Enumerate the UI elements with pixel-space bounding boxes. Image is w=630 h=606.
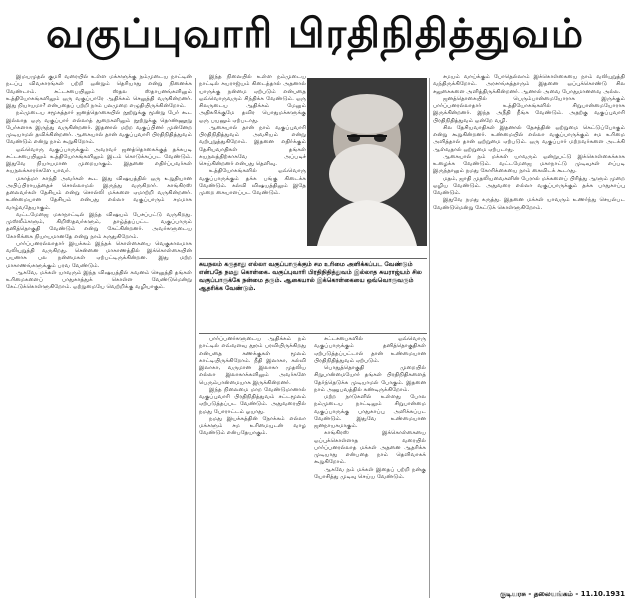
article-column-4 (433, 74, 625, 584)
paragraph: ஆகையால் தான் நாம் வகுப்புவாரி பிரதிநிதித்துவம் அவசியம் என்று வற்புறுத்துகிறோம். இதனை எதிர்க்கும் தேசியவாதிகள் தங்கள் சுயநலத்திற்காகவே அப்படிச் செய்கின்றனர் என்பது தெளிவு. (199, 124, 306, 167)
paragraph: ஆகவே நம் மக்கள் இதைப் பற்றி நன்கு யோசித்து முடிவு செய்ய வேண்டும். (314, 466, 426, 480)
paragraph: உத்தியோகங்களில் ஒவ்வொரு வகுப்பாருக்கும் தக்க பங்கு கிடைக்க வேண்டும். கல்வி விஷயத்திலும் இதே முறை கையாளப்பட வேண்டும். (199, 168, 306, 196)
paragraph: பொதுத்தொகுதி முறையில் சிறுபான்மையோர் தங்கள் பிரதிநிதிகளைத் தேர்ந்தெடுக்க முடியாமல் போகும். இதனை நாம் அனுபவத்தில் கண்டிருக்கிறோம். (314, 365, 426, 393)
paragraph: இதுவே நமது கருத்து. இதனை மக்கள் யாவரும் உணர்ந்து செயல்பட வேண்டுமென்று கேட்டுக் கொள்ளுகிறோம். (433, 197, 625, 211)
paragraph: இந்த நிலைமை மாற வேண்டுமானால் வகுப்புவாரி பிரதிநிதித்துவம் சட்டமூலம் ஏற்படுத்தப்பட வேண்டும். அதுவரையில் நமது போராட்டம் ஓயாது. (199, 386, 306, 415)
paragraph: மகாத்மா காந்தி அவர்கள் கூட இது விஷயத்தில் ஒரு உறுதியான அபிப்பிராயத்தைச் சொல்லாமல் இருந்து வருகிறார். காங்கிரஸ் தலைவர்கள் தேசியம் என்று சொல்லி மக்களை ஏமாற்றி வருகின்றனர். உண்மையான தேசியம் என்பது எல்லா வகுப்பாரும் சமமாக வாழ்வதேயாகும். (6, 175, 192, 211)
paragraph: சட்டசபைகளில் ஒவ்வொரு வகுப்பாருக்கும் தனித்தொகுதிகள் ஏற்படுத்தப்பட்டால் தான் உண்மையான பிரதிநிதித்துவம் ஏற்படும். (314, 336, 426, 364)
paragraph: வட்டமேஜை மகாநாட்டில் இந்த விஷயம் பேசப்பட்டு வருகிறது. முஸ்லீம்களும், கிறிஸ்தவர்களும், தாழ்த்தப்பட்ட வகுப்பாரும் தனித்தொகுதி வேண்டும் என்று கேட்கின்றனர். அவர்களுடைய கோரிக்கை நியாயமானதே என்று நாம் கருதுகிறோம். (6, 211, 192, 240)
portrait-image (307, 78, 427, 246)
article-column-1 (6, 74, 192, 600)
portrait-photo (307, 78, 427, 246)
paragraph: நமது இயக்கத்தின் நோக்கம் எல்லா மக்களும் சம உரிமையுடன் வாழ வேண்டும் என்பதேயாகும். (199, 415, 306, 437)
page-title: வகுப்புவாரி பிரதிநிதித்துவம் (45, 10, 585, 57)
pull-quote: சுயநலம் கருதாது எல்லா வகுப்பாருக்கும் சம உரிமை அளிக்கப்பட வேண்டும் என்பதே நமது கொள்கை. வகுப்புவாரி பிரதிநிதித்துவம் இல்லாத சுயராஜ்யம் சில வகுப்பாருக்கே நன்மை தரும். ஆகையால் இக்கொள்கையை ஒவ்வொருவரும் ஆதரிக்க வேண்டும். (199, 258, 427, 334)
paragraph: மதம், ஜாதி முதலியவைகளின் பேரால் மக்களைப் பிரித்து ஆளும் முறை ஒழிய வேண்டும். அதுவரை எல்லா வகுப்பாருக்கும் தக்க பாதுகாப்பு வேண்டும். (433, 175, 625, 196)
paragraph: பார்ப்பனரல்லாதார் இயக்கம் இந்தக் கொள்கையை வெகுகாலமாக வலியுறுத்தி வருகிறது. சென்னை மாகாணத்தில் இக்கொள்கையின் பயனாக பல நன்மைகள் ஏற்பட்டிருக்கின்றன. இது மற்ற மாகாணங்களுக்கும் பரவ வேண்டும். (6, 240, 192, 269)
paragraph: ஆகையால் நம் மக்கள் யாவரும் ஒன்றுபட்டு இக்கொள்கைக்காக உழைக்க வேண்டும். வட்டமேஜை மகாநாட்டு முடிவுகள் எப்படி இருந்தாலும் நமது கோரிக்கையை நாம் கைவிடக் கூடாது. (433, 153, 625, 175)
paragraph: காங்கிரஸ் இக்கொள்கையை ஒப்புக்கொள்ளாத வரையில் பார்ப்பனரல்லாத மக்கள் அதனை ஆதரிக்க முடியாது என்பதை நாம் தெளிவாகக் கூறுகிறோம். (314, 430, 426, 466)
paragraph: இமயமுதல் குமரி வரையில் உள்ள மக்களுக்கு நம்முடைய நாட்டின் நடப்பு விவகாரங்கள் பற்றி ஒன்றும் தெரியாது என்று நினைக்க வேண்டாம். சட்டசபையிலும் ஸ்தல ஸ்தாபனங்களிலும் உத்தியோகங்களிலும் ஒரு வகுப்பாரே ஆதிக்கம் செலுத்தி வருகின்றனர். இது நியாயமா? என்பதைப் பற்றி நாம் பலமுறை எழுதியிருக்கின்றோம். (6, 74, 192, 109)
paragraph: ஆகவே, மக்கள் யாவரும் இந்த விஷயத்தில் கவனம் செலுத்தி தங்கள் உரிமைகளைப் பாதுகாத்துக் கொள்ள வேண்டுமென்று கேட்டுக்கொள்ளுகிறோம். ஒற்றுமையே வெற்றிக்கு வழியாகும். (6, 269, 192, 291)
paragraph: நம்முடைய சமூகத்தார் ஜனத்தொகையில் நூற்றுக்கு மூன்று பேர் கூட இல்லாத ஒரு வகுப்பார் எல்லாத் துறைகளிலும் நூற்றுக்கு தொண்ணூறு பேர்களாக இருந்து வருகின்றனர். இதனால் மற்ற வகுப்பினர் முன்னேற முடியாமல் தவிக்கின்றனர். ஆகையால் தான் வகுப்புவாரி பிரதிநிதித்துவம் வேண்டும் என்று நாம் கூறுகிறோம். (6, 110, 192, 146)
source-caption: குடியரசு - தலையங்கம் - 11.10.1931 (499, 590, 625, 598)
paragraph: சமயம் வாய்க்கும் போதெல்லாம் இக்கொள்கையை நாம் வலியுறுத்தி வந்திருக்கிறோம். அரசாங்கத்தாரும் இதனை ஒப்புக்கொண்டு சில சலுகைகளை அளித்திருக்கின்றனர். ஆனால் அவை போதுமானவை அல்ல. (433, 74, 625, 95)
article-column-3-lower (314, 336, 426, 598)
column-divider (429, 78, 430, 598)
article-column-2-lower (199, 336, 306, 598)
column-divider (195, 78, 196, 598)
paragraph: மற்ற நாடுகளில் உள்ளது போல நம்முடைய நாட்டிலும் சிறுபான்மை வகுப்பாருக்கு பாதுகாப்பு அளிக்கப்பட வேண்டும். இதுவே உண்மையான ஜனநாயகமாகும். (314, 394, 426, 429)
article-column-3 (314, 248, 426, 258)
paragraph: ஜனத்தொகையில் பெரும்பான்மையோராக இருக்கும் பார்ப்பனரல்லாதார் உத்தியோகங்களில் சிறுபான்மையோராக இருக்கின்றனர். இந்த அநீதி நீங்க வேண்டும். அதற்கு வகுப்புவாரி பிரதிநிதித்துவம் ஒன்றே வழி. (433, 95, 625, 124)
paragraph: சில தேசியவாதிகள் இதனால் தேசத்தின் ஒற்றுமை கெட்டுப்போகும் என்று கூறுகின்றனர். உண்மையில் எல்லா வகுப்பாருக்கும் சம உரிமை அளித்தால் தான் ஒற்றுமை ஏற்படும். ஒரு வகுப்பார் மற்றவர்களை அடக்கி ஆள்வதால் ஒற்றுமை ஏற்படாது. (433, 124, 625, 153)
paragraph: இந்த நிலையில் உள்ள நம்முடைய நாட்டில் சுயராஜ்யம் கிடைத்தால் அதனால் யாருக்கு நன்மை ஏற்படும் என்பதை ஒவ்வொருவரும் சிந்திக்க வேண்டும். ஒரு சிலருடைய ஆதிக்கம் மேலும் அதிகரிக்குமே தவிர பொதுமக்களுக்கு ஒரு பயனும் ஏற்படாது. (199, 74, 306, 124)
paragraph: ஒவ்வொரு வகுப்பாருக்கும் அவரவர் ஜனத்தொகைக்குத் தக்கபடி சட்டசபையிலும் உத்தியோகங்களிலும் இடம் கொடுக்கப்பட வேண்டும். இதுவே நியாயமான முறையாகும். இதனை எதிர்ப்பவர்கள் சுயநலக்காரர்களே யாவர். (6, 146, 192, 175)
paragraph: பார்ப்பனர்களுடைய ஆதிக்கம் நம் நாட்டில் எவ்வளவு தூரம் பரவியிருக்கிறது என்பதை கணக்குகள் மூலம் காட்டியிருக்கிறோம். நீதி இலாகா, கல்வி இலாகா, வருமான இலாகா முதலிய எல்லா இலாகாக்களிலும் அவர்களே பெரும்பான்மையாக இருக்கின்றனர். (199, 336, 306, 386)
